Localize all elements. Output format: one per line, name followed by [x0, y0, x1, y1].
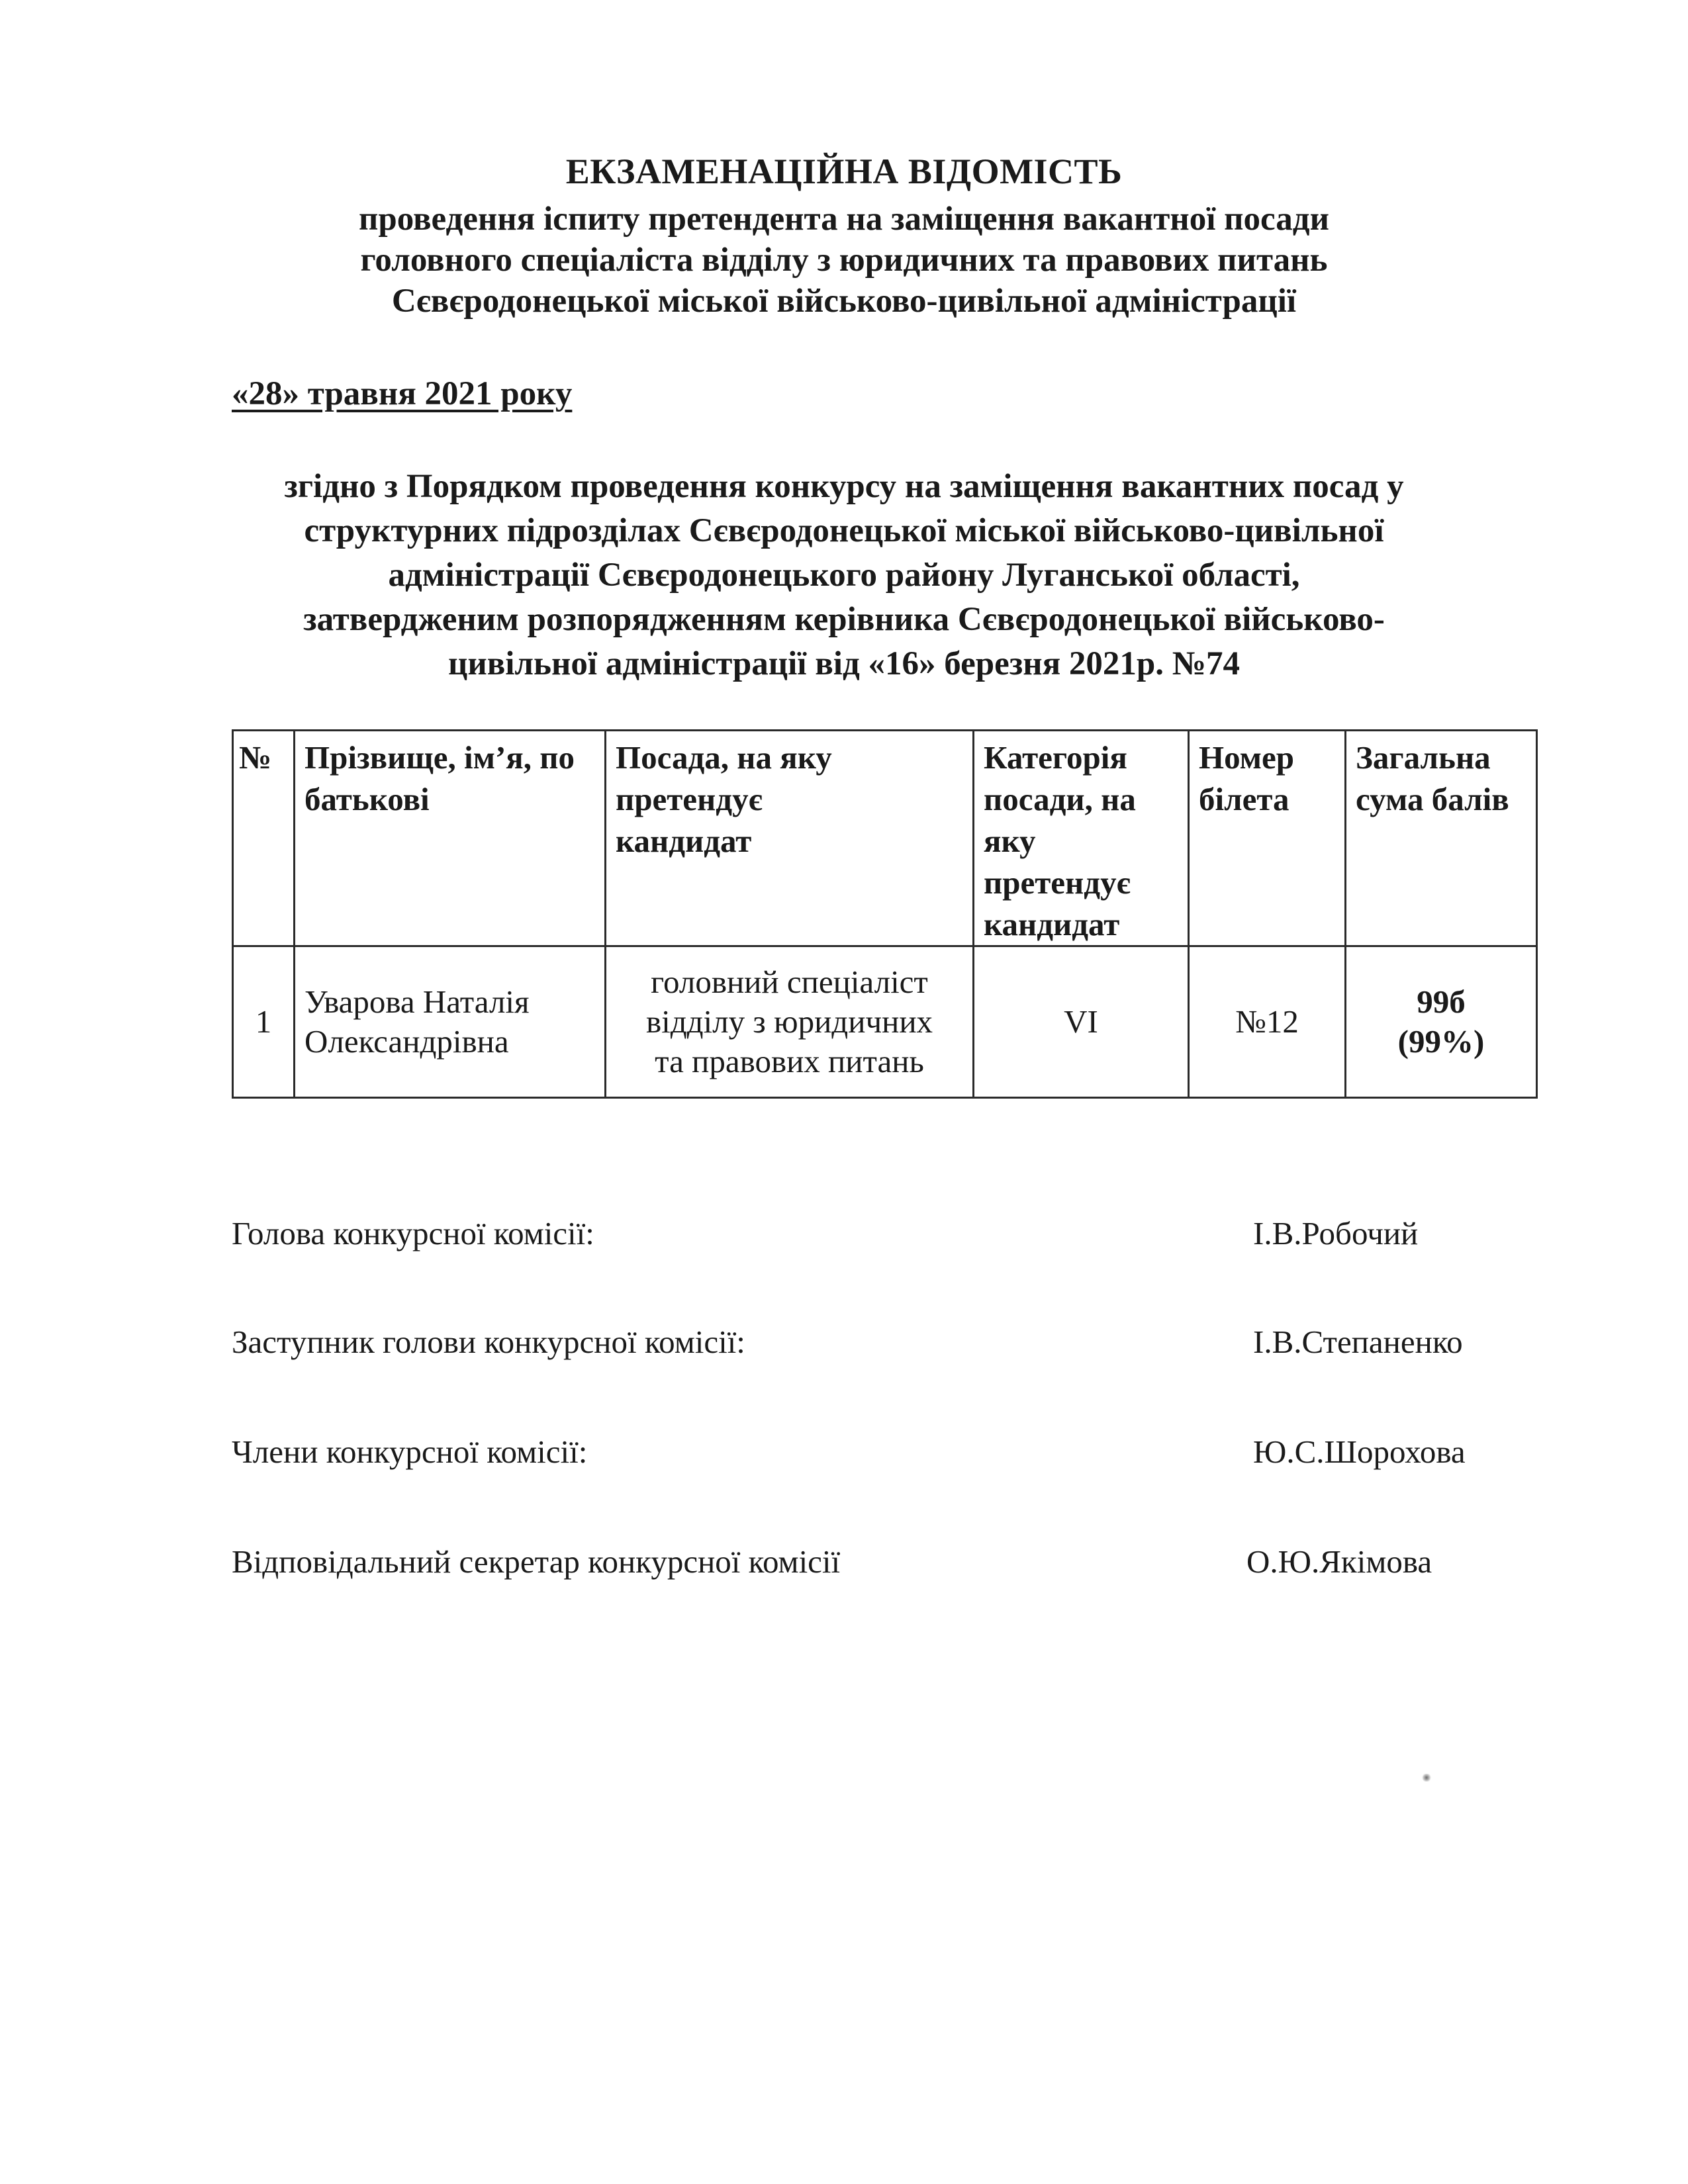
cell-number: 1 [233, 946, 295, 1098]
header-category: Категорія посади, на яку претендує кандидат [974, 731, 1189, 946]
basis-line: цивільної адміністрації від «16» березня 2021р. №74 [447, 645, 1241, 682]
document-date: «28» травня 2021 року [232, 375, 573, 412]
signature-role: Заступник голови конкурсної комісії: [232, 1324, 745, 1360]
signature-role: Відповідальний секретар конкурсної комісії [232, 1543, 841, 1580]
exam-results-table [232, 729, 1538, 1099]
cell-category: VI [974, 946, 1189, 1098]
cell-full-name [295, 946, 606, 1098]
legal-basis [0, 465, 1688, 686]
scan-speck-mark [1422, 1774, 1431, 1782]
header-total-score: Загальна сума балів [1346, 731, 1537, 946]
signature-role: Члени конкурсної комісії: [232, 1433, 588, 1470]
document-subtitle [0, 199, 1688, 322]
signature-role: Голова конкурсної комісії: [232, 1215, 594, 1251]
header-number: № [233, 731, 295, 946]
table-header-row [233, 731, 1537, 946]
table-row [233, 946, 1537, 1098]
header-position: Посада, на яку претендує кандидат [606, 731, 974, 946]
cell-ticket-number: №12 [1189, 946, 1346, 1098]
position-line: головний спеціаліст [651, 964, 928, 1000]
signature-name: Ю.С.Шорохова [1253, 1433, 1466, 1470]
cell-total-score [1346, 946, 1537, 1098]
basis-line: адміністрації Сєвєродонецького району Луганської області, [388, 557, 1300, 594]
signature-name: І.В.Робочий [1253, 1215, 1419, 1251]
header-full-name: Прізвище, ім’я, по батькові [295, 731, 606, 946]
document-title: ЕКЗАМЕНАЦІЙНА ВІДОМІСТЬ [565, 152, 1123, 191]
basis-line: згідно з Порядком проведення конкурсу на заміщення вакантних посад у [284, 468, 1404, 505]
score-points: 99б [1417, 983, 1466, 1020]
cell-position [606, 946, 974, 1098]
header-ticket-number: Номер білета [1189, 731, 1346, 946]
signature-name: О.Ю.Якімова [1246, 1543, 1432, 1580]
full-name-line: Уварова Наталія [305, 983, 530, 1020]
position-line: відділу з юридичних [645, 1003, 933, 1040]
full-name-line: Олександрівна [305, 1023, 509, 1060]
subtitle-line: Сєвєродонецької міської військово-цивільної адміністрації [391, 283, 1297, 320]
position-line: та правових питань [655, 1043, 924, 1079]
subtitle-line: проведення іспиту претендента на заміщення вакантної посади [358, 201, 1329, 238]
subtitle-line: головного спеціаліста відділу з юридичних та правових питань [360, 242, 1328, 279]
basis-line: затвердженим розпорядженням керівника Сєвєродонецької військово- [303, 601, 1385, 638]
score-percent: (99%) [1397, 1023, 1485, 1060]
signature-name: І.В.Степаненко [1253, 1324, 1463, 1360]
basis-line: структурних підрозділах Сєвєродонецької міської військово-цивільної [304, 512, 1384, 549]
